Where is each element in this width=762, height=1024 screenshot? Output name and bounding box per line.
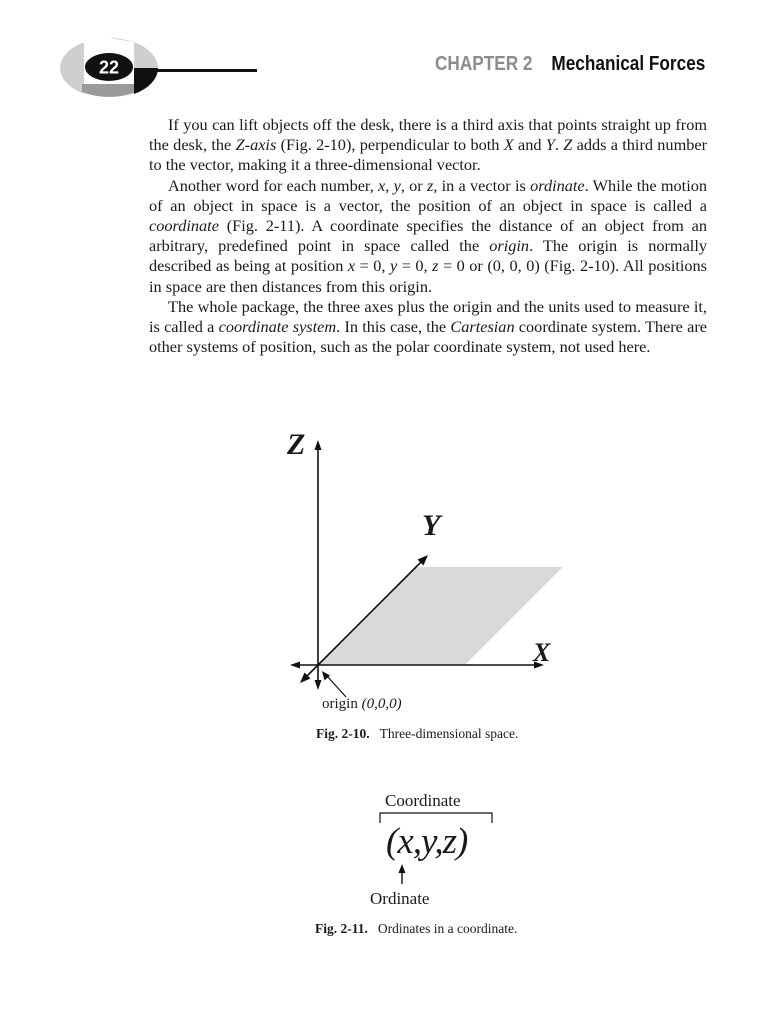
ordinate-label: Ordinate: [370, 889, 430, 908]
badge-bottom-segment: [82, 84, 136, 97]
origin-pointer-arrowhead: [322, 671, 330, 681]
badge-left-segment: [60, 42, 84, 93]
xy-plane: [318, 567, 563, 665]
x-axis-label: X: [533, 638, 551, 667]
origin-label: origin (0,0,0): [322, 696, 402, 712]
coordinate-label: Coordinate: [385, 791, 461, 810]
running-head: [435, 53, 705, 76]
figure-2-10-caption: Fig. 2-10. Three-dimensional space.: [316, 726, 519, 741]
origin-pointer: [327, 676, 346, 697]
chapter-label: CHAPTER 2: [434, 53, 533, 75]
z-axis-label: Z: [287, 428, 306, 461]
page-header: [0, 0, 762, 110]
page-number: 22: [98, 57, 120, 78]
z-down-arrowhead: [315, 680, 322, 690]
paragraph-2: Another word for each number, x, y, or z, in a vector is ordinate. While the motion of an object in space is a vector, the position of an object in space is called a coordinate (Fig. 2-11). A coordinate specifies the distance of an object from an arbitrary, predefined point in space called the origin. The origin is normally described as being at position x = 0, y = 0, z = 0 or (0, 0, 0) (Fig. 2-10). All positions in space are then distances from this origin.: [149, 175, 708, 296]
ordinate-arrowhead: [399, 864, 406, 873]
figure-ordinates-in-coordinate: [360, 785, 520, 915]
coordinate-expression: (x,y,z): [386, 821, 468, 862]
page-number-badge: [60, 38, 158, 98]
paragraph-1: If you can lift objects off the desk, there is a third axis that points straight up from the desk, the Z-axis (Fig. 2-10), perpendicular to both X and Y. Z adds a third number to the vector, making it a three-dimensional vector.: [149, 115, 708, 175]
z-arrowhead: [315, 440, 322, 450]
chapter-title: Mechanical Forces: [551, 53, 705, 75]
axes-diagram: [280, 420, 580, 720]
paragraph-3: The whole package, the three axes plus the origin and the units used to measure it, is called a coordinate system. In this case, the Cartesian coordinate system. There are other systems of position, such as the polar coordinate system, not used here.: [149, 296, 707, 357]
body-text: [149, 115, 707, 357]
y-axis-label: Y: [422, 509, 441, 542]
figure-three-dimensional-space: [280, 420, 580, 720]
x-neg-arrowhead: [290, 662, 300, 669]
figure-2-11-caption: Fig. 2-11. Ordinates in a coordinate.: [315, 921, 518, 936]
header-rule: [150, 69, 257, 72]
